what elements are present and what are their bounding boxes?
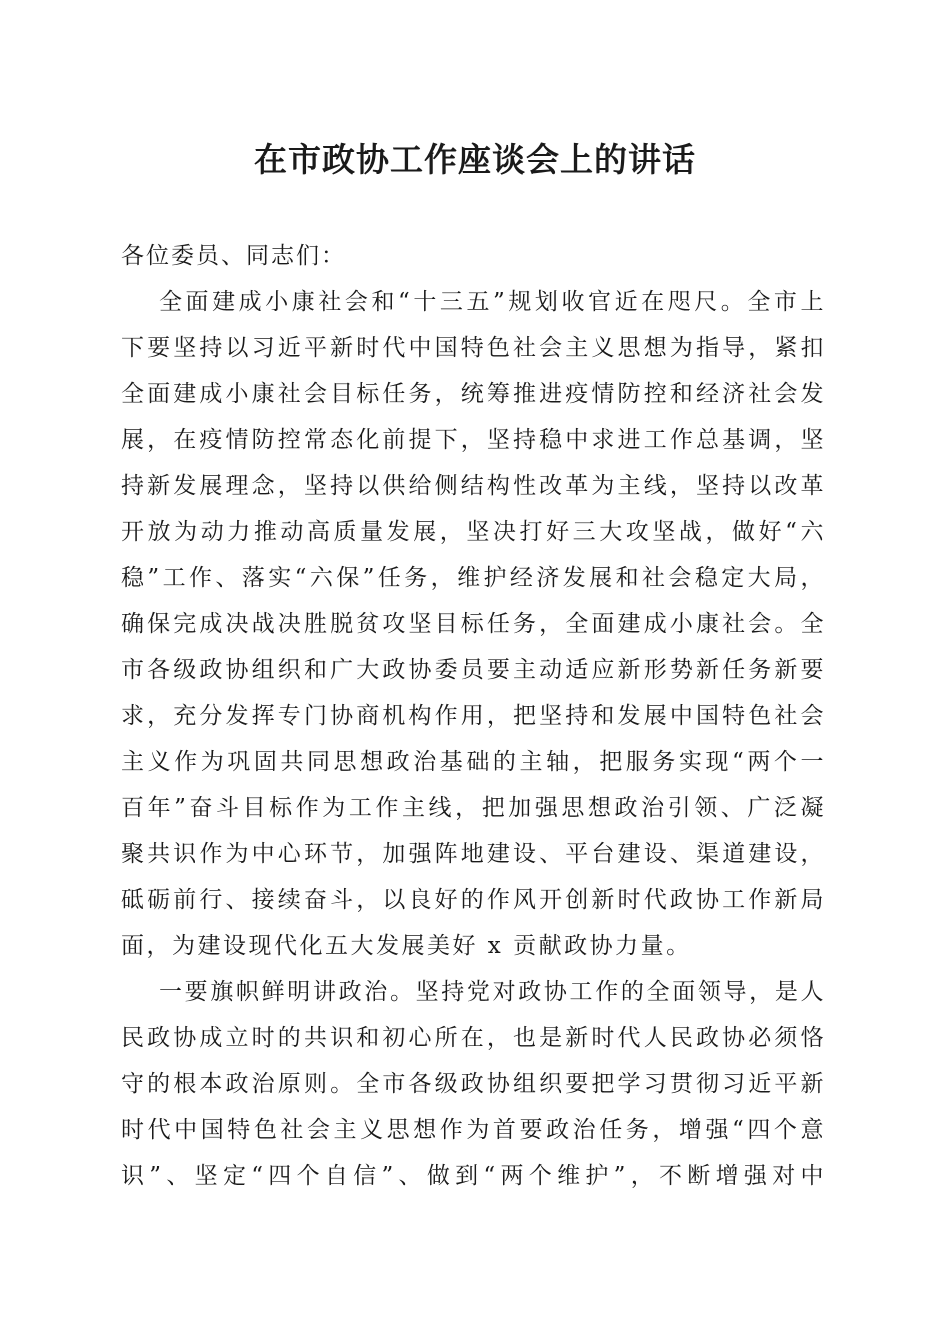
salutation: 各位委员、同志们：: [121, 243, 346, 269]
text-line: 稳”工作、落实“六保”任务，维护经济发展和社会稳定大局，: [121, 565, 826, 591]
text-line: 求，充分发挥专门协商机构作用，把坚持和发展中国特色社会: [121, 703, 826, 729]
text-line: 一要旗帜鲜明讲政治。坚持党对政协工作的全面领导，是人: [159, 979, 826, 1005]
text-line: 民政协成立时的共识和初心所在，也是新时代人民政协必须恪: [121, 1025, 826, 1051]
text-line: 砥砺前行、接续奋斗，以良好的作风开创新时代政协工作新局: [121, 887, 826, 913]
text-line: 开放为动力推动高质量发展，坚决打好三大攻坚战，做好“六: [121, 519, 826, 545]
text-line: 守的根本政治原则。全市各级政协组织要把学习贯彻习近平新: [121, 1071, 826, 1097]
text-line: 时代中国特色社会主义思想作为首要政治任务，增强“四个意: [121, 1117, 826, 1143]
text-line: 主义作为巩固共同思想政治基础的主轴，把服务实现“两个一: [121, 749, 826, 775]
text-line: 全面建成小康社会目标任务，统筹推进疫情防控和经济社会发: [121, 381, 826, 407]
document-body: [121, 279, 826, 1199]
text-line: 聚共识作为中心环节，加强阵地建设、平台建设、渠道建设，: [121, 841, 826, 867]
text-line: 全面建成小康社会和“十三五”规划收官近在咫尺。全市上: [159, 289, 826, 315]
document-title: 在市政协工作座谈会上的讲话: [254, 140, 696, 179]
text-line: 下要坚持以习近平新时代中国特色社会主义思想为指导，紧扣: [121, 335, 826, 361]
text-line: 面，为建设现代化五大发展美好 x 贡献政协力量。: [121, 933, 692, 959]
paragraph-2: [121, 969, 826, 1199]
text-line: 百年”奋斗目标作为工作主线，把加强思想政治引领、广泛凝: [121, 795, 826, 821]
paragraph-1: [121, 279, 826, 969]
text-line: 识”、坚定“四个自信”、做到“两个维护”，不断增强对中: [121, 1163, 826, 1189]
text-line: 市各级政协组织和广大政协委员要主动适应新形势新任务新要: [121, 657, 826, 683]
text-line: 持新发展理念，坚持以供给侧结构性改革为主线，坚持以改革: [121, 473, 826, 499]
text-line: 展，在疫情防控常态化前提下，坚持稳中求进工作总基调，坚: [121, 427, 826, 453]
text-line: 确保完成决战决胜脱贫攻坚目标任务，全面建成小康社会。全: [121, 611, 826, 637]
